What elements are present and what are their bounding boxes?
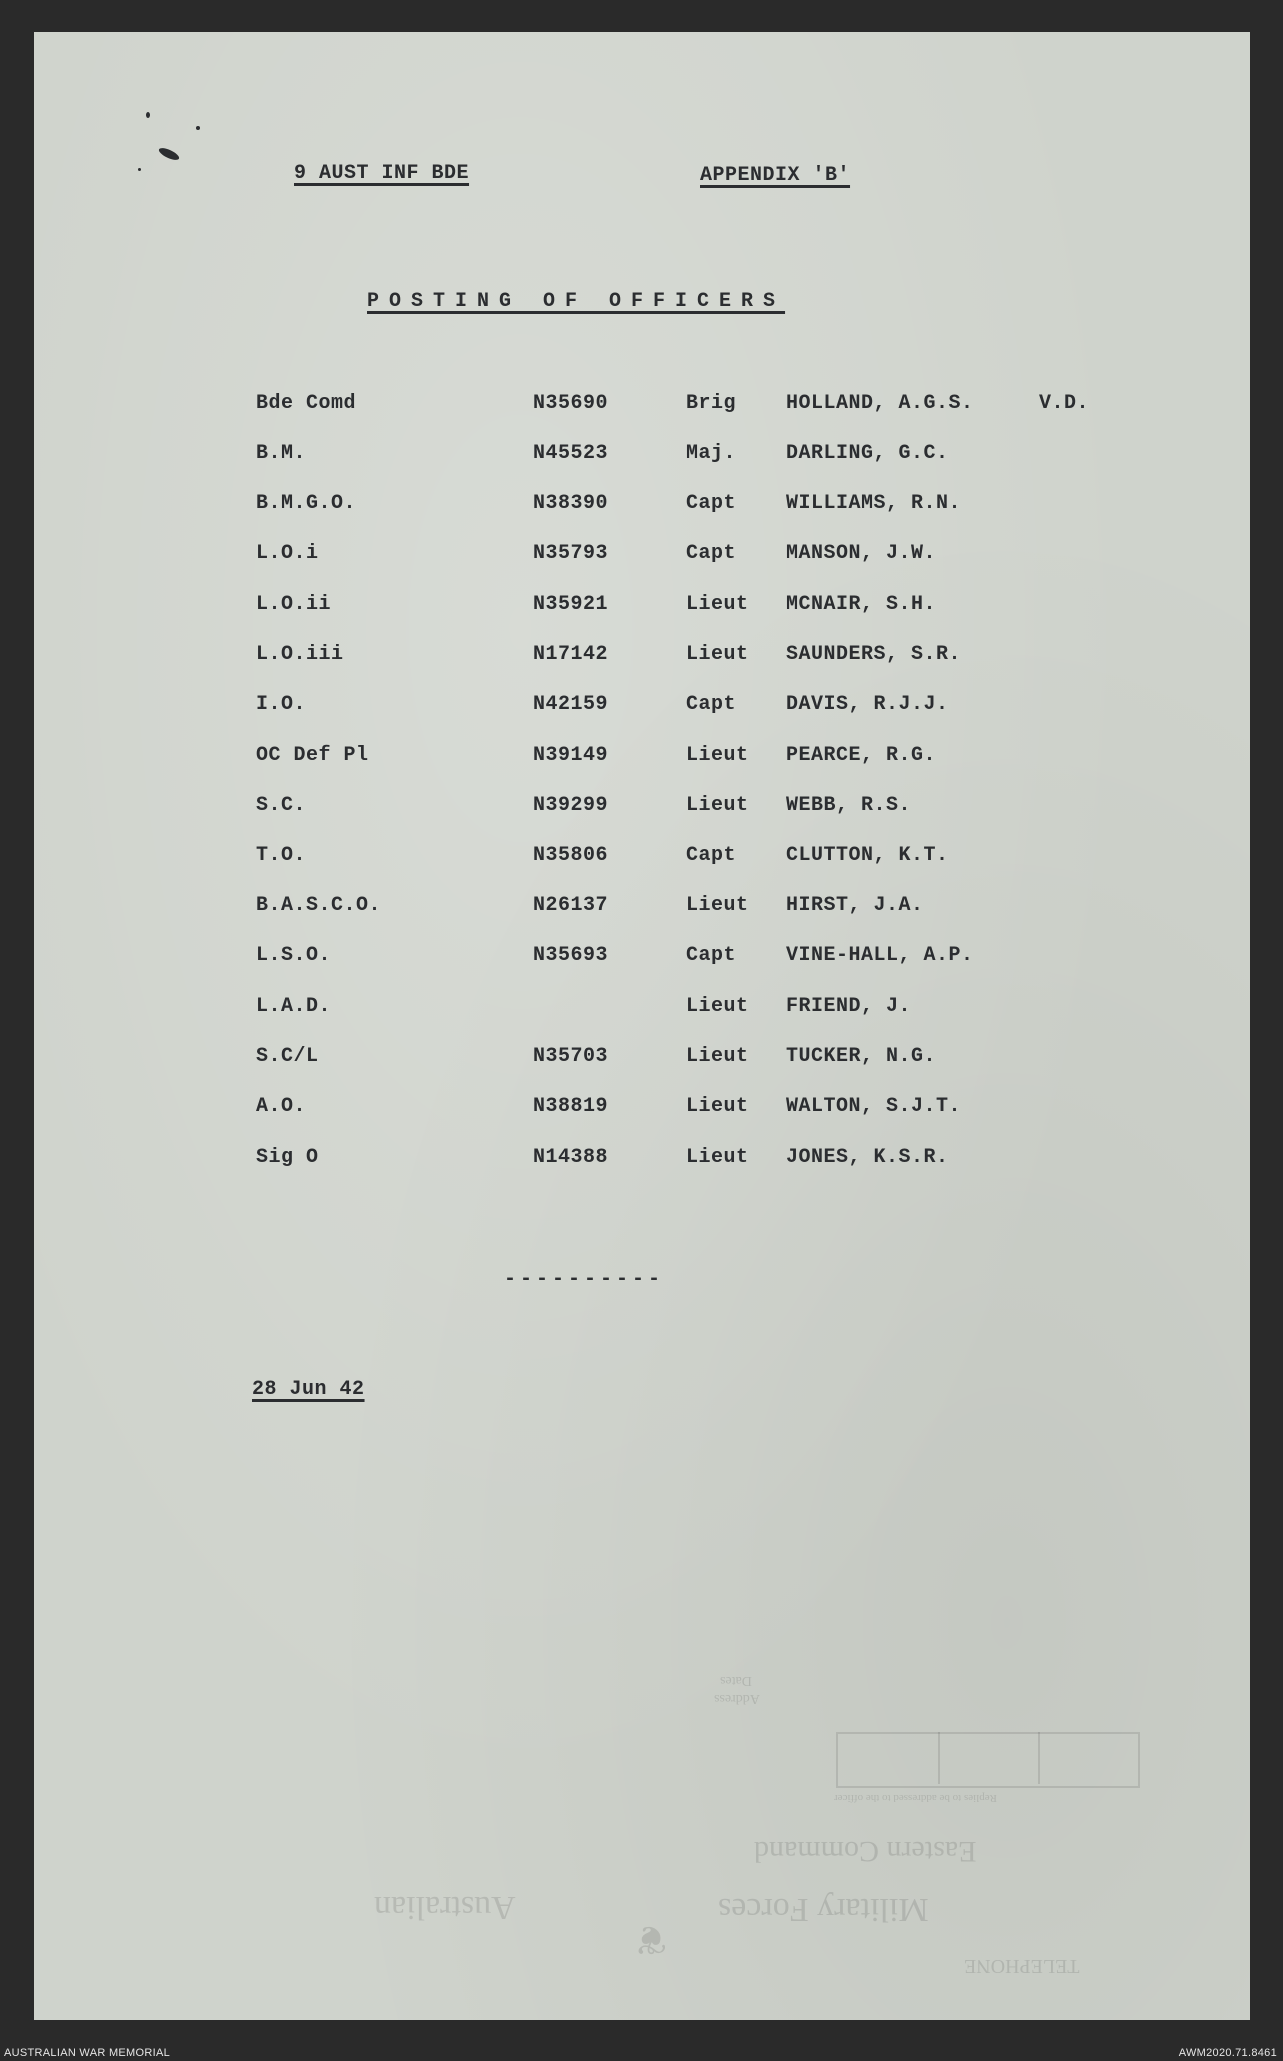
posting-name: MCNAIR, S.H. (786, 593, 937, 616)
posting-rank: Lieut (686, 1146, 749, 1169)
posting-appointment: L.S.O. (256, 944, 332, 967)
posting-rank: Capt (686, 492, 737, 515)
posting-name: WALTON, S.J.T. (786, 1095, 962, 1118)
posting-appointment: B.A.S.C.O. (256, 894, 382, 917)
posting-rank: Lieut (686, 995, 749, 1018)
posting-row (34, 1045, 1250, 1075)
posting-number: N38390 (533, 492, 609, 515)
posting-appointment: S.C. (256, 794, 307, 817)
show-through-text: Australian (374, 1889, 516, 1926)
posting-number: N35703 (533, 1045, 609, 1068)
posting-name: VINE-HALL, A.P. (786, 944, 974, 967)
show-through-text: Military Forces (718, 1891, 929, 1928)
posting-row (34, 442, 1250, 472)
unit-heading: 9 AUST INF BDE (294, 162, 470, 185)
posting-number: N14388 (533, 1146, 609, 1169)
posting-name: PEARCE, R.G. (786, 744, 937, 767)
posting-number: N35793 (533, 542, 609, 565)
posting-appointment: L.O.iii (256, 643, 344, 666)
posting-number: N35806 (533, 844, 609, 867)
posting-name: WILLIAMS, R.N. (786, 492, 962, 515)
posting-number: N35693 (533, 944, 609, 967)
posting-appointment: L.O.i (256, 542, 319, 565)
posting-name: TUCKER, N.G. (786, 1045, 937, 1068)
posting-appointment: L.O.ii (256, 593, 332, 616)
posting-row (34, 542, 1250, 572)
archive-credit: AUSTRALIAN WAR MEMORIAL (4, 2047, 171, 2059)
posting-name: SAUNDERS, S.R. (786, 643, 962, 666)
posting-appointment: B.M.G.O. (256, 492, 357, 515)
posting-number: N38819 (533, 1095, 609, 1118)
posting-appointment: T.O. (256, 844, 307, 867)
page-title: POSTING OF OFFICERS (367, 290, 786, 313)
posting-number: N26137 (533, 894, 609, 917)
posting-rank: Lieut (686, 794, 749, 817)
posting-appointment: I.O. (256, 693, 307, 716)
archive-reference: AWM2020.71.8461 (1178, 2047, 1277, 2059)
posting-rank: Brig (686, 392, 737, 415)
document-page (34, 32, 1250, 2020)
posting-number: N35921 (533, 593, 609, 616)
posting-number: N42159 (533, 693, 609, 716)
posting-decoration: V.D. (1039, 392, 1090, 415)
posting-name: CLUTTON, K.T. (786, 844, 949, 867)
posting-number: N39299 (533, 794, 609, 817)
ink-speck (146, 112, 150, 118)
posting-row (34, 1095, 1250, 1125)
show-through-divider (1038, 1732, 1040, 1784)
posting-row (34, 492, 1250, 522)
show-through-text: Dates (720, 1673, 752, 1688)
posting-rank: Lieut (686, 1095, 749, 1118)
posting-number: N45523 (533, 442, 609, 465)
posting-row (34, 894, 1250, 924)
posting-appointment: A.O. (256, 1095, 307, 1118)
ink-speck (196, 126, 200, 130)
posting-name: WEBB, R.S. (786, 794, 912, 817)
posting-rank: Lieut (686, 643, 749, 666)
posting-number: N35690 (533, 392, 609, 415)
posting-rank: Capt (686, 693, 737, 716)
document-date: 28 Jun 42 (252, 1378, 365, 1401)
posting-number: N17142 (533, 643, 609, 666)
posting-name: HIRST, J.A. (786, 894, 924, 917)
posting-row (34, 844, 1250, 874)
posting-name: HOLLAND, A.G.S. (786, 392, 974, 415)
show-through-box (836, 1732, 1140, 1788)
posting-row (34, 392, 1250, 422)
appendix-heading: APPENDIX 'B' (700, 164, 851, 187)
ink-speck (157, 146, 180, 163)
posting-name: MANSON, J.W. (786, 542, 937, 565)
posting-name: DARLING, G.C. (786, 442, 949, 465)
show-through-text: Replies to be addressed to the officer (834, 1792, 997, 1804)
posting-appointment: L.A.D. (256, 995, 332, 1018)
posting-row (34, 995, 1250, 1025)
posting-row (34, 944, 1250, 974)
posting-appointment: B.M. (256, 442, 307, 465)
show-through-text: TELEPHONE (964, 1955, 1080, 1977)
posting-row (34, 794, 1250, 824)
show-through-text: Address (714, 1691, 760, 1706)
posting-number: N39149 (533, 744, 609, 767)
posting-row (34, 643, 1250, 673)
posting-row (34, 693, 1250, 723)
ink-speck (138, 168, 141, 171)
posting-appointment: Sig O (256, 1146, 319, 1169)
posting-rank: Maj. (686, 442, 737, 465)
show-through-text: Eastern Command (754, 1835, 977, 1868)
posting-rank: Capt (686, 844, 737, 867)
posting-name: DAVIS, R.J.J. (786, 693, 949, 716)
posting-appointment: Bde Comd (256, 392, 357, 415)
posting-appointment: S.C/L (256, 1045, 319, 1068)
posting-rank: Lieut (686, 744, 749, 767)
posting-rank: Lieut (686, 894, 749, 917)
posting-name: FRIEND, J. (786, 995, 912, 1018)
posting-rank: Lieut (686, 593, 749, 616)
posting-row (34, 744, 1250, 774)
crest-icon: ❦ (634, 1917, 668, 1962)
posting-rank: Capt (686, 542, 737, 565)
posting-name: JONES, K.S.R. (786, 1146, 949, 1169)
show-through-divider (938, 1732, 940, 1784)
posting-appointment: OC Def Pl (256, 744, 369, 767)
posting-rank: Capt (686, 944, 737, 967)
separator-line: ---------- (504, 1268, 665, 1291)
posting-row (34, 593, 1250, 623)
posting-rank: Lieut (686, 1045, 749, 1068)
posting-row (34, 1146, 1250, 1176)
